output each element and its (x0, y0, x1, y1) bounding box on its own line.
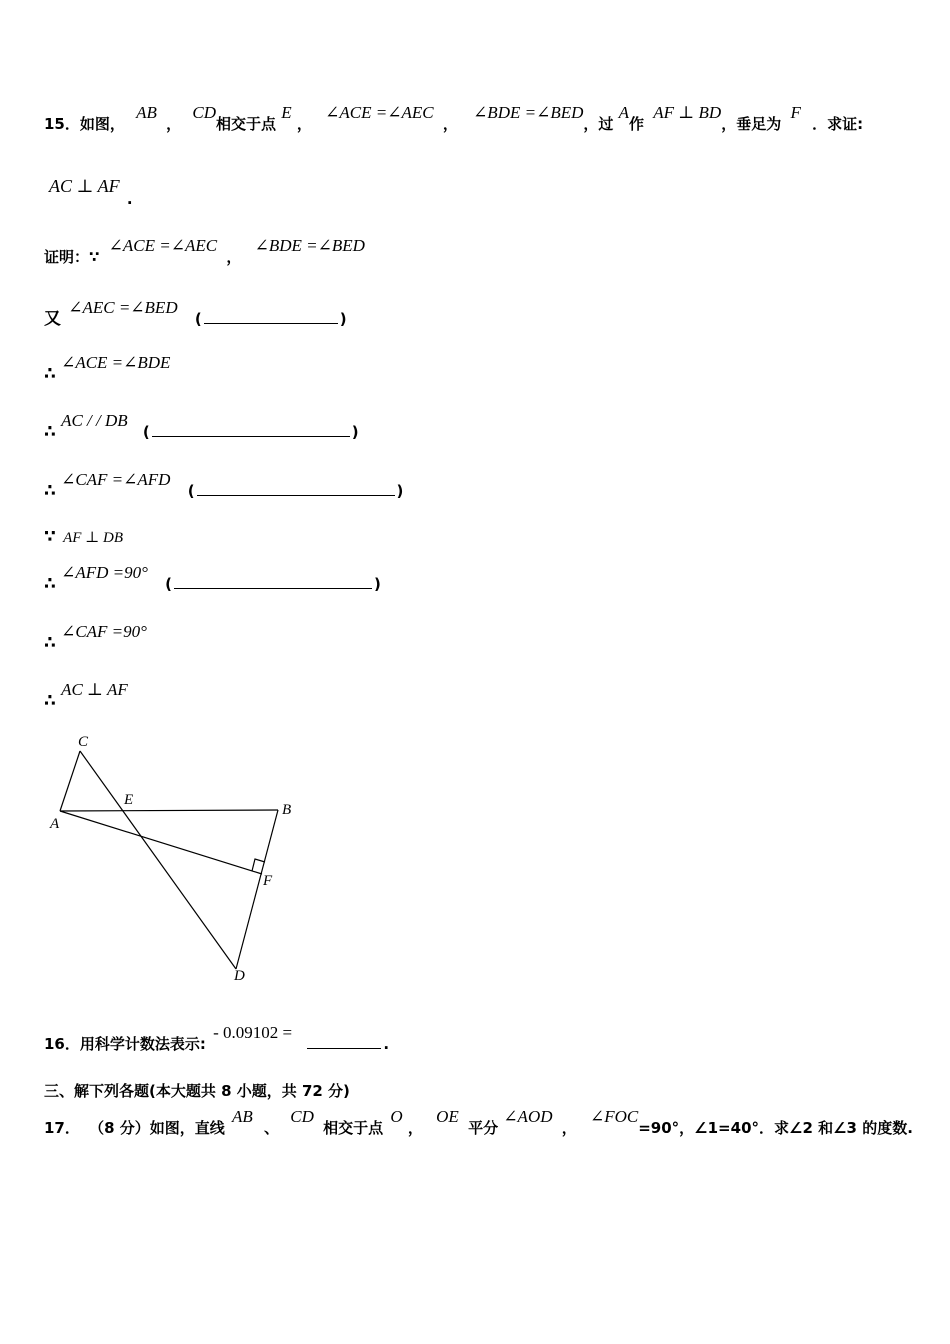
q15-number: 15． (44, 115, 80, 133)
label-e: E (124, 792, 134, 808)
proof-line-4 (44, 411, 359, 442)
segment-ab (60, 810, 278, 811)
proof-l6-prefix: ∵ (44, 527, 56, 547)
q17-statement (44, 1107, 913, 1138)
section-3-title: 三、解下列各题(本大题共 8 小题，共 72 分) (44, 1082, 350, 1100)
proof-line-9 (44, 680, 128, 711)
geometry-figure (40, 728, 320, 988)
q17-score: （8 分）如图，直线 (89, 1119, 225, 1137)
proof-l8-prefix: ∴ (44, 633, 56, 653)
q16-end: . (383, 1035, 390, 1053)
proof-line-2 (44, 298, 347, 329)
proof-line-5 (44, 470, 404, 501)
label-a: A (50, 816, 60, 832)
proof-line-1 (44, 236, 365, 267)
q16-number: 16． (44, 1035, 80, 1053)
proof-l6-expr: AF ⊥ DB (63, 530, 124, 546)
proof-l4-expr: AC / / DB (61, 411, 128, 430)
label-f: F (263, 873, 273, 889)
q15-f: F (790, 103, 801, 122)
proof-l3-prefix: ∴ (44, 364, 56, 384)
proof-l7-paren-open: ( (165, 575, 172, 593)
q16-expr: - 0.09102 = (213, 1023, 293, 1042)
segment-ca (60, 751, 80, 811)
proof-l2-expr: ∠AEC =∠BED (68, 298, 178, 317)
q15-ace-aec: ∠ACE =∠AEC (325, 103, 434, 122)
proof-l2-paren-open: ( (194, 310, 202, 328)
q17-intersect: 相交于点 (323, 1119, 384, 1137)
q15-sep1: ， (166, 115, 182, 133)
label-b: B (282, 802, 292, 818)
q15-statement (44, 103, 864, 134)
q17-rest: =90°，∠1=40°．求∠2 和∠3 的度数. (638, 1119, 913, 1137)
q16-statement (44, 1023, 390, 1054)
proof-line-8 (44, 622, 147, 653)
proof-l5-paren-open: ( (187, 482, 195, 500)
q15-af-perp-bd: AF ⊥ BD (653, 103, 722, 122)
proof-l7-paren-close: ) (373, 575, 381, 593)
q17-oe: OE (436, 1107, 459, 1126)
q16-text: 用科学计数法表示: (79, 1035, 206, 1053)
q17-o: O (390, 1107, 403, 1126)
q15-cd: CD (192, 103, 217, 122)
q15-prove: ．求证: (812, 115, 864, 133)
proof-l5-prefix: ∴ (44, 481, 56, 501)
label-d: D (234, 968, 245, 984)
q15-foot: ，垂足为 (721, 115, 782, 133)
proof-l1-prefix: 证明：∵ (44, 248, 100, 266)
proof-l1-a: ∠ACE =∠AEC (108, 236, 218, 255)
q17-sep2: ， (407, 1119, 423, 1137)
q17-sep1: 、 (264, 1119, 280, 1137)
q17-sep3: ， (561, 1119, 577, 1137)
q16-answer-blank[interactable] (307, 1034, 381, 1049)
q17-number: 17． (44, 1119, 80, 1137)
label-c: C (78, 734, 89, 750)
proof-l2-paren-close: ) (339, 310, 347, 328)
proof-l5-paren-close: ) (396, 482, 404, 500)
q15-bde-bed: ∠BDE =∠BED (473, 103, 584, 122)
proof-l5-expr: ∠CAF =∠AFD (61, 470, 171, 489)
q15-goal: AC ⊥ AF (49, 176, 120, 196)
segment-bd (236, 810, 278, 969)
proof-line-6 (44, 527, 123, 547)
proof-l2-blank[interactable] (204, 309, 338, 324)
proof-l8-expr: ∠CAF =90° (61, 622, 147, 641)
proof-l7-expr: ∠AFD =90° (61, 563, 148, 582)
proof-l5-blank[interactable] (197, 481, 395, 496)
q15-sep2: ， (296, 115, 312, 133)
q17-foc: ∠FOC (589, 1107, 639, 1126)
proof-line-7 (44, 563, 381, 594)
segment-cd (80, 751, 236, 969)
q17-cd: CD (290, 1107, 314, 1126)
q15-e: E (281, 103, 292, 122)
proof-l7-prefix: ∴ (44, 574, 56, 594)
proof-l7-blank[interactable] (174, 574, 372, 589)
q15-goal-line (49, 176, 133, 208)
q17-ab: AB (232, 1107, 253, 1126)
proof-l2-prefix: 又 (44, 309, 61, 329)
q17-bisect: 平分 (468, 1119, 499, 1137)
proof-line-3 (44, 353, 171, 384)
proof-l4-blank[interactable] (152, 422, 350, 437)
q15-intro: 如图， (79, 115, 125, 133)
q15-goal-dot: . (126, 190, 133, 208)
q15-intersect: 相交于点 (216, 115, 277, 133)
q15-a: A (618, 103, 630, 122)
proof-l3-expr: ∠ACE =∠BDE (61, 353, 171, 372)
proof-l4-paren-open: ( (142, 423, 150, 441)
proof-l4-paren-close: ) (351, 423, 359, 441)
proof-l1-sep: ， (226, 248, 242, 266)
proof-l9-expr: AC ⊥ AF (61, 680, 128, 699)
q15-through: ，过 (583, 115, 614, 133)
proof-l9-prefix: ∴ (44, 691, 56, 711)
q17-aod: ∠AOD (503, 1107, 553, 1126)
q15-ab: AB (136, 103, 157, 122)
proof-l1-b: ∠BDE =∠BED (254, 236, 365, 255)
q15-make: 作 (629, 115, 645, 133)
proof-l4-prefix: ∴ (44, 422, 56, 442)
q15-sep3: ， (442, 115, 458, 133)
